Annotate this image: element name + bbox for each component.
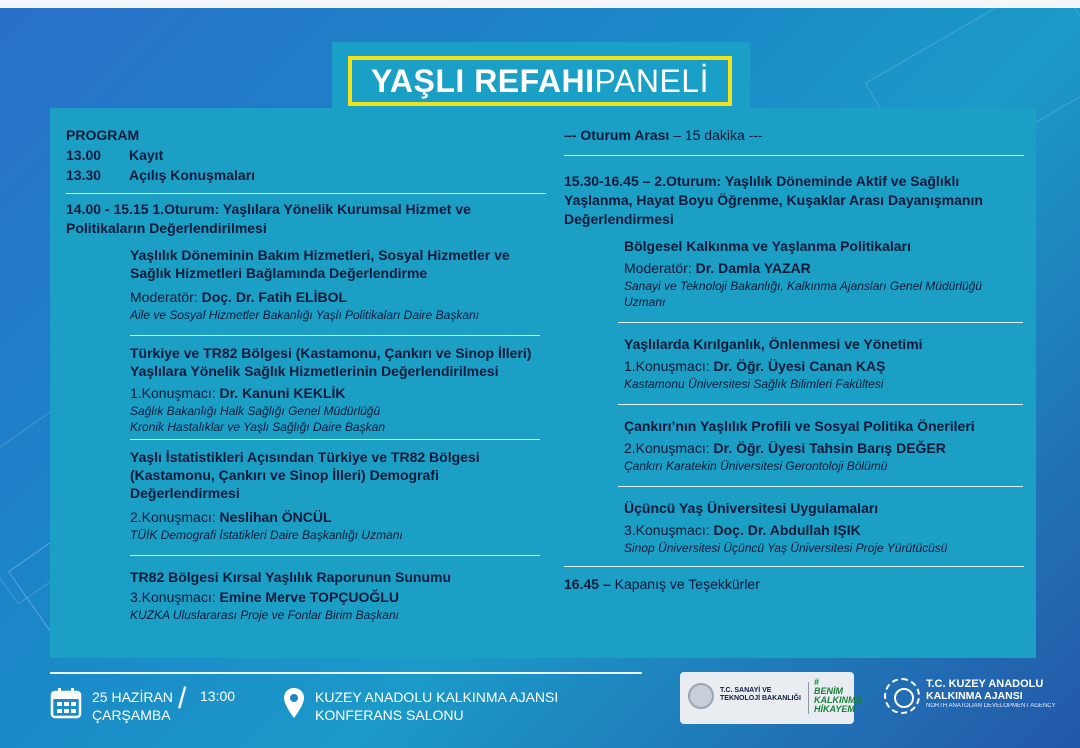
speaker (624, 521, 1024, 540)
title-light: PANELİ (594, 62, 709, 99)
agency-name-english: NORTH ANATOLIAN DEVELOPMENT AGENCY (926, 703, 1056, 709)
program-panel (50, 108, 1036, 658)
speaker (130, 588, 546, 607)
speaker-name: Doç. Dr. Fatih ELİBOL (201, 289, 348, 305)
speaker-affiliation: TÜİK Demografi İstatikleri Daire Başkanlığı Uzmanı (130, 528, 403, 542)
separator-slash: / (178, 682, 187, 715)
agenda-time: 13.30 (66, 167, 102, 183)
speaker-affiliation: Sanayi ve Teknoloji Bakanlığı, Kalkınma Ajansları Genel Müdürlüğü Uzmanı (624, 279, 982, 309)
speaker-name: Dr. Öğr. Üyesi Canan KAŞ (713, 358, 886, 374)
speaker-role: Moderatör: (624, 260, 696, 276)
talk-title: TR82 Bölgesi Kırsal Yaşlılık Raporunun Sunumu (130, 569, 452, 585)
divider (564, 155, 1024, 156)
talk-item (564, 335, 1024, 392)
agenda-label: Kayıt (129, 147, 164, 163)
speaker-name: Emine Merve TOPÇUOĞLU (219, 589, 399, 605)
speaker-affiliation: Sağlık Bakanlığı Halk Sağlığı Genel Müdürlüğü (130, 404, 381, 418)
divider (130, 439, 540, 440)
talk-title: Yaşlı İstatistikleri Açısından Türkiye ve TR82 Bölgesi (Kastamonu, Çankırı ve Sinop İlleri) Demografi Değerlendirmesi (130, 449, 480, 501)
agenda-label: Açılış Konuşmaları (129, 167, 256, 183)
speaker-affiliation: Kronik Hastalıklar ve Yaşlı Sağlığı Daire Başkan (130, 420, 386, 434)
right-column (564, 126, 1024, 594)
talk-item (564, 417, 1024, 474)
talk-item (66, 246, 546, 323)
speaker-role: Moderatör: (130, 289, 202, 305)
top-strip (0, 0, 1080, 8)
ministry-name-line: TEKNOLOJİ BAKANLIĞI (720, 695, 801, 702)
hashtag-line: KALKINMA (814, 695, 862, 705)
date-weekday: ÇARŞAMBA (92, 707, 171, 723)
speaker-role: 3.Konuşmacı: (624, 522, 714, 538)
program-label: PROGRAM (66, 127, 140, 143)
divider (618, 404, 1023, 405)
speaker-affiliation: KUZKA Uluslararası Proje ve Fonlar Birim Başkanı (130, 608, 399, 622)
closing-line (564, 575, 1024, 594)
event-venue (315, 688, 558, 724)
talk-title: Üçüncü Yaş Üniversitesi Uygulamaları (624, 500, 879, 516)
speaker-affiliation: Çankırı Karatekin Üniversitesi Gerontoloji Bölümü (624, 459, 888, 473)
agenda-item (66, 145, 546, 165)
ministry-name (720, 687, 801, 703)
speaker (130, 288, 546, 307)
session-1-heading: 14.00 - 15.15 1.Oturum: Yaşlılara Yönelik Kurumsal Hizmet ve Politikaların Değerlendirilmesi (66, 201, 471, 236)
speaker-affiliation: Kastamonu Üniversitesi Sağlık Bilimleri Fakültesi (624, 377, 884, 391)
date-day: 25 HAZİRAN (92, 689, 173, 705)
speaker-role: 2.Konuşmacı: (624, 440, 714, 456)
speaker-name: Dr. Damla YAZAR (695, 260, 811, 276)
divider (618, 486, 1023, 487)
closing-label: Kapanış ve Teşekkürler (610, 576, 760, 592)
break-label: –- Oturum Arası (564, 127, 670, 143)
hashtag-line: # (814, 677, 820, 687)
talk-title: Bölgesel Kalkınma ve Yaşlanma Politikaları (624, 238, 911, 254)
hashtag-line: BENİM (814, 686, 843, 696)
divider (130, 555, 540, 556)
agency-name-line: T.C. KUZEY ANADOLU (926, 678, 1044, 690)
speaker-affiliation: Aile ve Sosyal Hizmetler Bakanlığı Yaşlı Politikaları Daire Başkanı (130, 308, 480, 322)
agency-seal-icon (884, 678, 920, 714)
talk-item (66, 568, 546, 623)
speaker (624, 357, 1024, 376)
campaign-hashtag-logo (814, 678, 862, 714)
speaker-role: 2.Konuşmacı: (130, 509, 220, 525)
location-pin-icon (284, 688, 304, 718)
speaker-name: Dr. Kanuni KEKLİK (219, 385, 346, 401)
agency-name-line: KALKINMA AJANSI (926, 690, 1023, 702)
talk-item (564, 237, 1024, 310)
speaker (130, 384, 546, 403)
break-line (564, 126, 1024, 145)
session-2-heading: 15.30-16.45 – 2.Oturum: Yaşlılık Döneminde Aktif ve Sağlıklı Yaşlanma, Hayat Boyu Öğrenme, Kuşaklar Arası Dayanışmanın Değerlendirmesi (564, 173, 983, 227)
closing-time: 16.45 – (564, 576, 611, 592)
footer-divider (50, 672, 642, 674)
speaker (624, 259, 1024, 278)
ministry-name-line: T.C. SANAYİ VE (720, 687, 772, 694)
speaker-role: 1.Konuşmacı: (624, 358, 714, 374)
talk-title: Çankırı’nın Yaşlılık Profili ve Sosyal Politika Önerileri (624, 418, 975, 434)
divider (618, 322, 1023, 323)
logo-separator (808, 682, 809, 714)
speaker-role: 3.Konuşmacı: (130, 589, 220, 605)
speaker (624, 439, 1024, 458)
title-banner (332, 42, 750, 118)
event-date (92, 688, 173, 724)
divider (66, 193, 546, 194)
break-duration: – 15 dakika --- (669, 127, 763, 143)
ministry-logo-box (680, 672, 862, 724)
talk-item (66, 448, 546, 543)
speaker (130, 508, 546, 527)
talk-title: Türkiye ve TR82 Bölgesi (Kastamonu, Çankırı ve Sinop İlleri) Yaşlılara Yönelik Sağlık Hizmetlerinin Değerlendirilmesi (130, 345, 532, 379)
speaker-name: Dr. Öğr. Üyesi Tahsin Barış DEĞER (713, 440, 946, 456)
agency-logo (926, 678, 1056, 710)
talk-item (564, 499, 1024, 556)
ministry-seal-icon (688, 683, 714, 709)
page-title (348, 56, 732, 106)
talk-title: Yaşlılarda Kırılganlık, Önlenmesi ve Yönetimi (624, 336, 923, 352)
speaker-role: 1.Konuşmacı: (130, 385, 220, 401)
talk-item (66, 344, 546, 435)
speaker-affiliation: Sinop Üniversitesi Üçüncü Yaş Üniversitesi Proje Yürütücüsü (624, 541, 948, 555)
speaker-name: Doç. Dr. Abdullah IŞIK (713, 522, 861, 538)
agenda-time: 13.00 (66, 147, 102, 163)
event-time: 13:00 (200, 688, 236, 704)
agenda-item (66, 165, 546, 185)
left-column (66, 126, 546, 623)
venue-name: KUZEY ANADOLU KALKINMA AJANSI (315, 689, 559, 705)
speaker-name: Neslihan ÖNCÜL (219, 509, 332, 525)
talk-title: Yaşlılık Döneminin Bakım Hizmetleri, Sosyal Hizmetler ve Sağlık Hizmetleri Bağlamında Değerlendirme (130, 247, 510, 281)
divider (564, 566, 1024, 567)
venue-room: KONFERANS SALONU (315, 707, 464, 723)
divider (130, 335, 540, 336)
title-bold: YAŞLI REFAHI (371, 62, 595, 99)
calendar-icon (50, 687, 82, 719)
hashtag-line: HİKAYEM (814, 704, 855, 714)
